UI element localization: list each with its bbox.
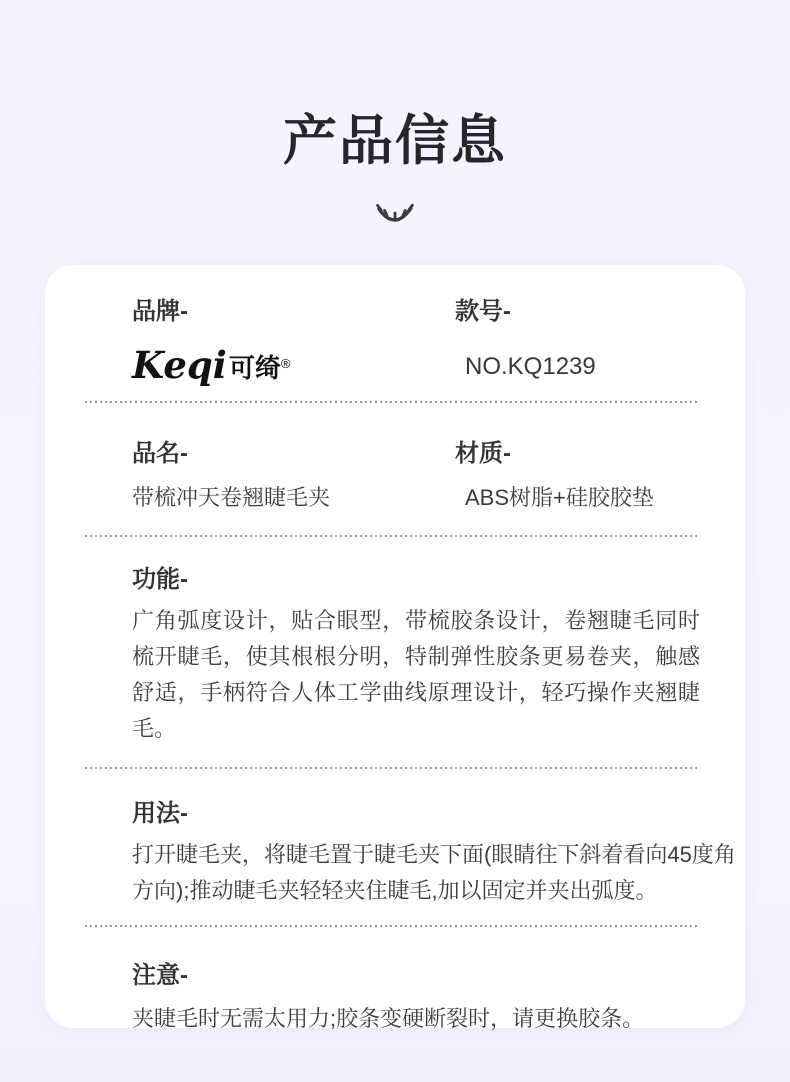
usage-label: 用法-	[132, 800, 188, 827]
name-material-row	[45, 403, 745, 535]
brand-model-row	[45, 265, 745, 401]
model-label: 款号-	[455, 298, 511, 325]
model-number: NO.KQ1239	[465, 353, 596, 380]
function-label: 功能-	[132, 566, 188, 593]
product-name-label: 品名-	[132, 440, 188, 467]
model-block	[455, 297, 695, 383]
product-info-card	[45, 265, 745, 1031]
page-title: 产品信息	[283, 111, 507, 171]
product-name-value: 带梳冲天卷翘睫毛夹	[132, 485, 331, 510]
brand-logo-latin: Keqi	[132, 343, 227, 387]
brand-logo-chinese: 可绮	[228, 353, 281, 383]
product-name-block	[132, 439, 455, 513]
brand-block	[132, 297, 455, 387]
function-section	[45, 537, 745, 767]
usage-section	[45, 769, 745, 925]
registered-trademark-icon: ®	[280, 356, 291, 371]
notice-text: 夹睫毛时无需太用力;胶条变硬断裂时，请更换胶条。	[132, 1006, 645, 1031]
function-text: 广角弧度设计，贴合眼型，带梳胶条设计，卷翘睫毛同时梳开睫毛，使其根根分明，特制弹性胶条更易卷夹，触感舒适，手柄符合人体工学曲线原理设计，轻巧操作夹翘睫毛。	[132, 608, 700, 741]
brand-label: 品牌-	[132, 298, 188, 325]
eyelash-icon-wrap	[0, 201, 790, 231]
brand-logo	[132, 343, 455, 387]
eyelash-icon	[375, 214, 415, 231]
notice-section	[45, 927, 745, 1057]
usage-text: 打开睫毛夹，将睫毛置于睫毛夹下面(眼睛往下斜着看向45度角方向);推动睫毛夹轻轻夹住睫毛,加以固定并夹出弧度。	[132, 842, 736, 903]
notice-label: 注意-	[132, 962, 188, 989]
model-value-wrap	[455, 343, 695, 383]
material-block	[455, 439, 695, 513]
material-value: ABS树脂+硅胶胶垫	[465, 485, 654, 510]
material-label: 材质-	[455, 440, 511, 467]
